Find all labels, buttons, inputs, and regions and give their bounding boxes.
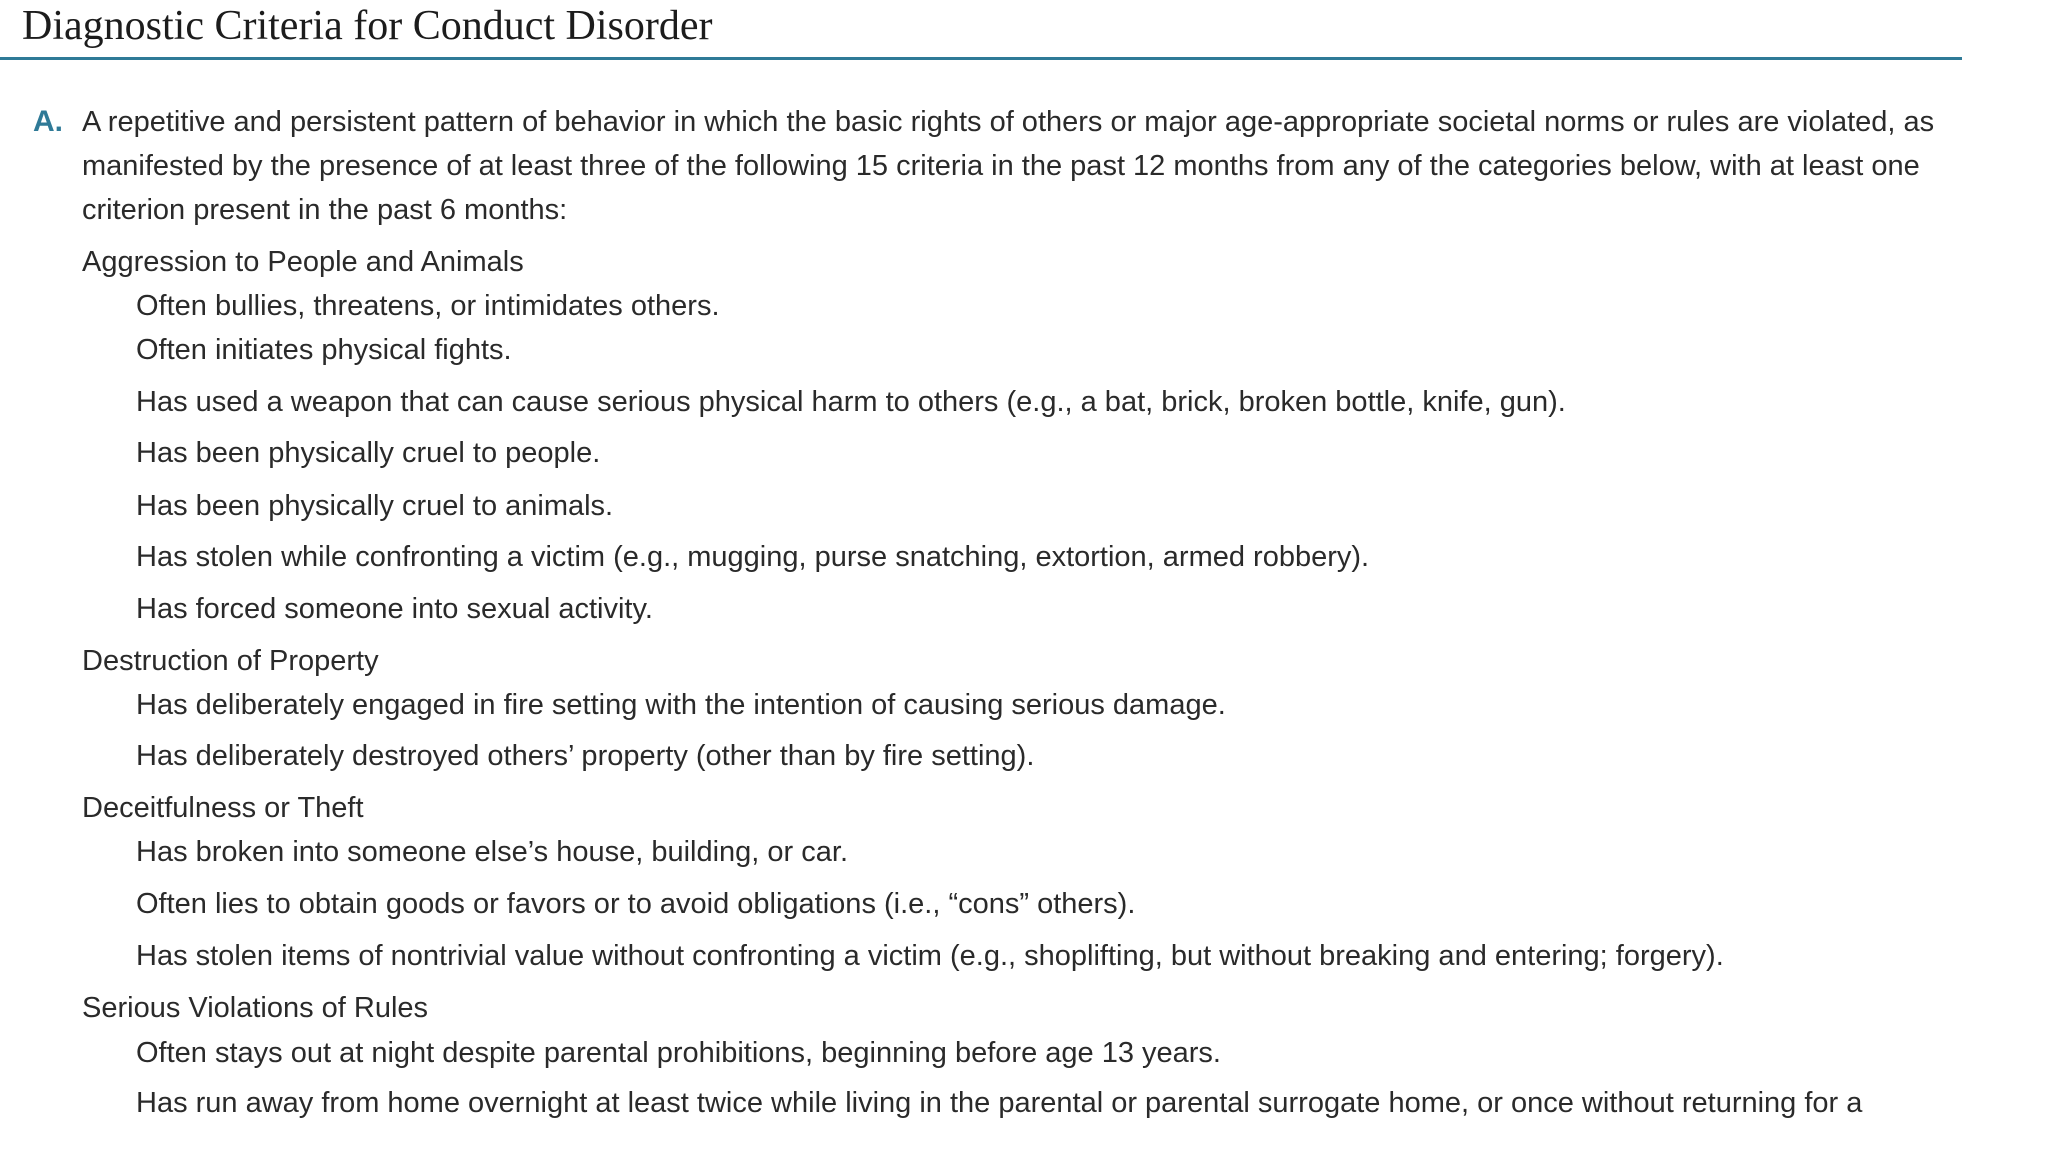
item-text: Has deliberately destroyed others’ property (other than by fire setting). xyxy=(136,740,1035,772)
item-text: Has stolen items of nontrivial value without confronting a victim (e.g., shoplifting, but without breaking and entering; forgery). xyxy=(136,940,1724,972)
item-text: Often lies to obtain goods or favors or to avoid obligations (i.e., “cons” others). xyxy=(136,888,1136,920)
item-text: Has deliberately engaged in fire setting with the intention of causing serious damage. xyxy=(136,689,1226,721)
page-title: Diagnostic Criteria for Conduct Disorder xyxy=(22,3,713,49)
item-text: Has forced someone into sexual activity. xyxy=(136,593,653,625)
item-text: Has stolen while confronting a victim (e.g., mugging, purse snatching, extortion, armed robbery). xyxy=(136,541,1370,573)
criterion-description: A repetitive and persistent pattern of behavior in which the basic rights of others or major age-appropriate societal norms or rules are violated, as manifested by the presence of at least three of the following 15 criteria in the past 12 months from any of the categories below, with at least one criterion present in the past 6 months: xyxy=(82,106,1935,226)
criterion-letter: A. xyxy=(33,105,63,138)
category-heading-aggression: Aggression to People and Animals xyxy=(82,246,524,278)
category-heading-deceitfulness: Deceitfulness or Theft xyxy=(82,792,364,824)
item-text: Has run away from home overnight at least twice while living in the parental or parental surrogate home, or once without returning for a xyxy=(136,1087,1863,1119)
item-text: Often initiates physical fights. xyxy=(136,334,512,366)
item-text: Has been physically cruel to people. xyxy=(136,437,601,469)
category-heading-destruction: Destruction of Property xyxy=(82,645,379,677)
item-text: Has been physically cruel to animals. xyxy=(136,490,614,522)
item-text: Often stays out at night despite parental prohibitions, beginning before age 13 years. xyxy=(136,1037,1221,1069)
title-divider xyxy=(0,57,1962,60)
category-heading-violations: Serious Violations of Rules xyxy=(82,992,429,1024)
item-text: Often bullies, threatens, or intimidates others. xyxy=(136,290,720,322)
item-text: Has used a weapon that can cause serious physical harm to others (e.g., a bat, brick, broken bottle, knife, gun). xyxy=(136,386,1566,418)
item-text: Has broken into someone else’s house, building, or car. xyxy=(136,836,849,868)
